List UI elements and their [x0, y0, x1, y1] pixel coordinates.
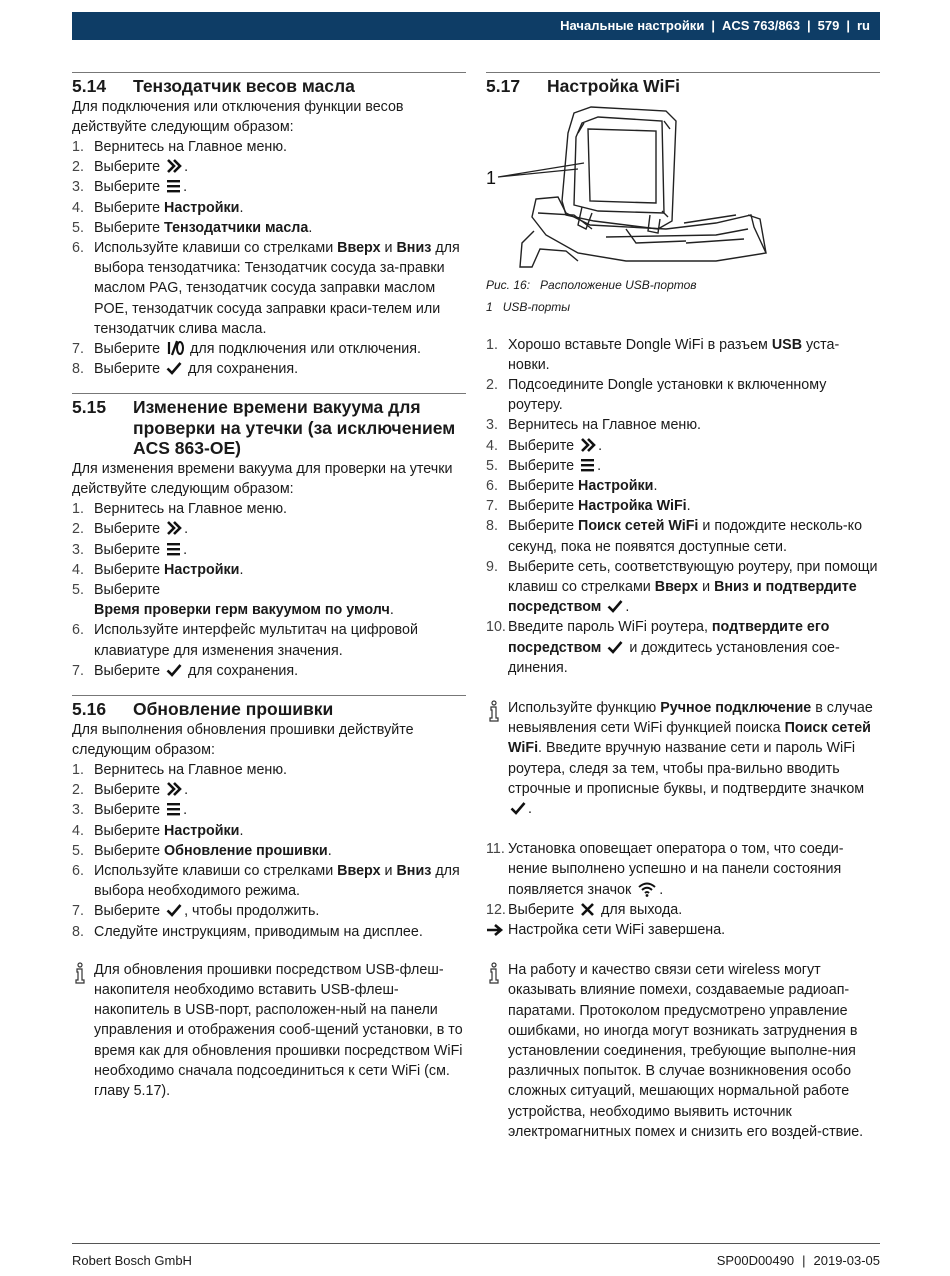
step: [72, 580, 466, 620]
step-number: 7.: [486, 498, 498, 515]
section-title: Настройка WiFi: [547, 76, 680, 96]
hamburger-menu-icon: [166, 541, 181, 557]
info-icon: [72, 962, 88, 984]
step-text: и: [698, 578, 715, 595]
step-number: 7.: [72, 903, 84, 920]
step-bold-text: Тензодатчики масла: [164, 219, 309, 236]
section-heading: [486, 76, 880, 97]
step-text: Выберите: [94, 903, 161, 920]
step-bold-text: Настройки: [578, 477, 654, 494]
step-text: и: [380, 239, 397, 256]
step-text: .: [597, 457, 602, 474]
section-number: 5.17: [486, 76, 521, 96]
step: [72, 177, 466, 197]
header-separator: |: [807, 17, 811, 33]
header-separator: |: [846, 17, 850, 33]
step-bold-text: USB: [771, 336, 803, 353]
step-number: 12.: [486, 901, 506, 918]
section-title: Изменение времени вакуума для проверки на утечки (за исключением ACS 863-OE): [133, 397, 456, 459]
step-text: для сохранения.: [188, 662, 299, 679]
step-text: Выберите: [94, 219, 165, 236]
step-bold-text: Вниз и подтвердите посредством: [508, 578, 857, 616]
step-bold-text: Вверх: [337, 239, 381, 256]
step-text: Используйте интерфейс мультитач на цифровой клавиатуре для изменения значения.: [94, 622, 418, 659]
step-text: Выберите: [94, 361, 161, 378]
step-number: 5.: [486, 457, 498, 474]
step: [72, 901, 466, 921]
step-number: 2.: [486, 376, 498, 393]
step-text: Хорошо вставьте Dongle WiFi в разъем: [508, 336, 772, 353]
step-text: Выберите: [94, 541, 161, 558]
step: [72, 821, 466, 841]
step-number: 8.: [486, 518, 498, 535]
step-text: Выберите: [508, 901, 575, 918]
header-product: ACS 763/863: [721, 17, 801, 33]
step-bold-text: Настройки: [164, 199, 240, 216]
double-chevron-right-icon: [166, 158, 182, 174]
step-number: 1.: [72, 761, 84, 778]
note-text: в случае невыявления сети WiFi функцией поиска: [508, 699, 873, 737]
step-number: 4.: [72, 199, 84, 216]
section-5-14: [72, 72, 466, 379]
info-note: [72, 960, 466, 1101]
step-number: 8.: [72, 923, 84, 940]
page-header: [72, 12, 880, 40]
steps-list: [486, 335, 880, 678]
step-number: 4.: [486, 437, 498, 454]
step-number: 1.: [72, 138, 84, 155]
note-text: Используйте функцию: [508, 699, 661, 716]
caption-number: Рис. 16:: [486, 277, 531, 292]
step-number: 2.: [72, 782, 84, 799]
steps-list: [72, 499, 466, 681]
step-bold-text: Вверх: [337, 863, 381, 879]
step-number: 7.: [72, 662, 84, 679]
step-text: Выберите: [94, 521, 161, 538]
step-number: 6.: [72, 239, 84, 256]
checkmark-icon: [607, 598, 623, 614]
step-text: Выберите: [94, 561, 165, 578]
hamburger-menu-icon: [580, 457, 595, 473]
step-number: 2.: [72, 159, 84, 176]
step-bold-text: Настройка WiFi: [578, 498, 687, 515]
step-number: 6.: [486, 477, 498, 494]
left-column: [72, 72, 466, 1101]
step-bold-text: Настройки: [164, 561, 240, 578]
step-text: Установка оповещает оператора о том, что соеди-нение выполнено успешно и на панели состояния появляется значок: [508, 841, 844, 898]
checkmark-icon: [166, 662, 182, 678]
section-title: Тензодатчик весов масла: [133, 76, 355, 96]
header-separator: |: [711, 17, 715, 33]
step-text: .: [653, 477, 658, 494]
step-number: 1.: [486, 336, 498, 353]
steps-list: [72, 760, 466, 942]
caption-text: Расположение USB-портов: [540, 277, 697, 292]
step-text: Выберите: [508, 477, 579, 494]
step-number: 2.: [72, 521, 84, 538]
note-text: На работу и качество связи сети wireless могут оказывать влияние помехи, создаваемые радиоап-паратами. Протоколом предусмотрено управление ошибками, но иногда могут возникать затруднения в установлении соединения, требующие выполне-ния различных попыток. В случае возникновения особо сложных ситуаций, мешающих нормальной работе устройства, необходимо выявить источник электромагнитных помех и снизить его воздей-ствие.: [508, 962, 864, 1140]
hamburger-menu-icon: [166, 178, 181, 194]
step-text: .: [184, 782, 189, 799]
checkmark-icon: [166, 360, 182, 376]
footer-date: 2019-03-05: [813, 1253, 880, 1268]
step-number: 10.: [486, 619, 506, 636]
device-illustration: [486, 103, 880, 273]
result-line: [486, 920, 880, 940]
step: [72, 841, 466, 861]
step-text: Выберите: [94, 822, 165, 839]
note-bold-text: Поиск сетей WiFi: [508, 720, 871, 757]
step-text: .: [183, 541, 188, 558]
header-section: Начальные настройки: [560, 17, 705, 33]
step: [486, 900, 880, 920]
step-number: 6.: [72, 622, 84, 639]
step-text: Выберите: [508, 498, 579, 515]
section-heading: [72, 76, 466, 97]
info-icon: [486, 962, 502, 984]
steps-list: [72, 137, 466, 379]
result-text: Настройка сети WiFi завершена.: [508, 921, 726, 938]
step-number: 5.: [72, 219, 84, 236]
checkmark-icon: [166, 902, 182, 918]
step: [72, 499, 466, 519]
step-text: Выберите: [94, 662, 161, 679]
step-text: .: [183, 179, 188, 196]
section-5-16: [72, 695, 466, 1101]
step: [486, 516, 880, 556]
step-text: Выберите: [94, 199, 165, 216]
wifi-icon: [637, 881, 657, 897]
step-bold-text: Время проверки герм вакуумом по умолч: [94, 602, 390, 619]
step-text: Выберите: [94, 340, 161, 357]
note-text: .: [528, 800, 532, 817]
step-text: Подсоедините Dongle установки к включенному роутеру.: [508, 376, 827, 414]
header-language: ru: [857, 17, 870, 33]
step-text: .: [239, 199, 244, 216]
step-text: Вернитесь на Главное меню.: [94, 501, 288, 518]
step-number: 1.: [72, 501, 84, 518]
step-text: Вернитесь на Главное меню.: [94, 138, 288, 155]
step-number: 3.: [72, 541, 84, 558]
step-bold-text: Вверх: [654, 578, 699, 595]
step-bold-text: Настройки: [164, 822, 240, 839]
steps-list: [486, 839, 880, 920]
step-number: 6.: [72, 863, 84, 879]
step-number: 5.: [72, 582, 84, 599]
footer-company: Robert Bosch GmbH: [72, 1253, 192, 1268]
step: [486, 617, 880, 678]
step: [486, 335, 880, 375]
section-heading: [72, 397, 466, 459]
step-text: и: [380, 863, 397, 879]
section-intro: Для выполнения обновления прошивки действуйте следующим образом:: [72, 721, 414, 758]
step-text: Выберите: [508, 457, 575, 474]
step-text: Выберите: [94, 802, 161, 819]
step-text: для сохранения.: [188, 361, 299, 378]
double-chevron-right-icon: [580, 437, 596, 453]
section-title: Обновление прошивки: [133, 699, 334, 720]
footer-doc-id: SP00D00490: [716, 1253, 795, 1268]
step-text: для выхода.: [601, 901, 683, 918]
step: [486, 476, 880, 496]
step: [72, 218, 466, 238]
checkmark-icon: [607, 639, 623, 655]
figure-caption: [486, 275, 880, 295]
step-text: .: [183, 802, 188, 819]
section-heading: [72, 699, 466, 720]
step-text: и подождите несколь-ко секунд, пока не появятся доступные сети.: [508, 518, 863, 555]
step-text: .: [327, 842, 332, 859]
step: [72, 620, 466, 660]
step-text: для выбора необходимого режима.: [94, 863, 460, 900]
step-text: Используйте клавиши со стрелками: [94, 239, 338, 256]
step: [486, 415, 880, 435]
step-text: .: [239, 822, 244, 839]
step: [72, 760, 466, 780]
section-intro: Для изменения времени вакуума для проверки на утечки действуйте следующим образом:: [72, 460, 453, 498]
section-5-15: [72, 393, 466, 681]
section-number: 5.16: [72, 699, 107, 720]
note-bold-text: Ручное подключение: [660, 699, 812, 716]
step: [72, 922, 466, 942]
step-text: Выберите: [94, 782, 161, 799]
step-number: 9.: [486, 558, 498, 575]
step-text: Выберите: [94, 179, 161, 196]
header-page-number: 579: [817, 17, 840, 33]
result-arrow-icon: [486, 923, 504, 937]
step-bold-text: Вниз: [396, 863, 432, 879]
step-text: Выберите: [508, 518, 579, 535]
step-bold-text: Обновление прошивки: [164, 842, 328, 859]
step-text: .: [598, 437, 603, 454]
step: [72, 560, 466, 580]
step: [72, 861, 466, 901]
step: [72, 339, 466, 359]
info-note: [486, 960, 880, 1142]
footer-divider: [72, 1243, 880, 1244]
step-bold-text: Вниз: [396, 239, 432, 256]
step: [72, 540, 466, 560]
step-text: Используйте клавиши со стрелками: [94, 863, 338, 879]
close-x-icon: [580, 902, 595, 917]
step-number: 3.: [72, 179, 84, 196]
step-text: для выбора тензодатчика: Тензодатчик сосуда за-правки маслом PAG, тензодатчик сосуда заправки маслом POE, тензодатчик сосуда заправки краси-телем или тензодатчик слива масла.: [94, 239, 460, 337]
step-number: 11.: [486, 841, 505, 858]
step: [72, 137, 466, 157]
step: [72, 359, 466, 379]
legend-number: 1: [486, 299, 493, 314]
step: [72, 780, 466, 800]
step-bold-text: Поиск сетей WiFi: [578, 518, 699, 535]
step-text: Введите пароль WiFi роутера,: [508, 619, 712, 636]
step: [486, 436, 880, 456]
figure-callout-label: 1: [486, 167, 497, 188]
step-text: для подключения или отключения.: [190, 340, 421, 357]
section-5-17: [486, 72, 880, 1142]
footer-separator: |: [802, 1253, 806, 1268]
step-text: .: [184, 521, 189, 538]
step-text: Вернитесь на Главное меню.: [508, 417, 702, 434]
section-number: 5.15: [72, 397, 107, 418]
step-text: .: [239, 561, 244, 578]
checkmark-icon: [510, 800, 526, 816]
step: [72, 238, 466, 339]
section-intro: Для подключения или отключения функции весов действуйте следующим образом:: [72, 98, 404, 135]
note-text: . Введите вручную название сети и пароль WiFi роутера, следя за тем, чтобы пра-вильно вводить строчные и прописные буквы, и подтвердите значком: [508, 740, 865, 797]
step-text: .: [659, 881, 664, 898]
right-column: [486, 72, 880, 1142]
step: [72, 198, 466, 218]
info-note: [486, 698, 880, 819]
step-number: 5.: [72, 842, 84, 859]
section-number: 5.14: [72, 76, 107, 96]
step-text: Выберите сеть, соответствующую роутеру, при помощи клавиш со стрелками: [508, 558, 878, 595]
legend-text: USB-порты: [502, 299, 571, 314]
step-number: 4.: [72, 822, 84, 839]
step-number: 7.: [72, 340, 84, 357]
step: [486, 839, 880, 900]
step-text: Выберите: [94, 159, 161, 176]
info-icon: [486, 700, 502, 722]
hamburger-menu-icon: [166, 801, 181, 817]
note-text: Для обновления прошивки посредством USB-флеш-накопителя необходимо вставить USB-флеш-накопитель в USB-порт, расположен-ный на панели управления и отображения сооб-щений установки, в то время как для обновления прошивки посредством WiFi необходимо сначала подсоединиться к сети WiFi (см. главу 5.17).: [94, 961, 463, 1100]
usb-ports-figure: [486, 103, 880, 273]
step: [486, 557, 880, 618]
step-text: , чтобы продолжить.: [184, 903, 320, 920]
step: [486, 375, 880, 415]
double-chevron-right-icon: [166, 520, 182, 536]
step: [72, 800, 466, 820]
step: [486, 456, 880, 476]
step-text: Следуйте инструкциям, приводимым на дисплее.: [94, 923, 423, 940]
step-text: Вернитесь на Главное меню.: [94, 761, 288, 778]
io-toggle-icon: [166, 340, 184, 356]
step: [72, 519, 466, 539]
step-text: .: [389, 602, 394, 619]
step-number: 3.: [486, 417, 498, 434]
step-text: Выберите: [94, 842, 165, 859]
step: [72, 661, 466, 681]
step-text: уста-новки.: [508, 336, 840, 373]
step-text: .: [625, 599, 630, 616]
figure-legend: [486, 297, 880, 317]
footer-meta: [717, 1251, 880, 1271]
step-text: и дождитесь установления сое-динения.: [508, 639, 840, 676]
step: [486, 496, 880, 516]
step-bold-text: подтвердите его посредством: [508, 619, 830, 656]
step-text: Выберите: [508, 437, 575, 454]
double-chevron-right-icon: [166, 781, 182, 797]
step-text: Выберите: [94, 582, 161, 599]
step: [72, 157, 466, 177]
step-number: 4.: [72, 561, 84, 578]
step-text: .: [686, 498, 691, 515]
step-text: .: [184, 159, 189, 176]
step-text: .: [308, 219, 313, 236]
step-number: 8.: [72, 361, 84, 378]
step-number: 3.: [72, 802, 84, 819]
